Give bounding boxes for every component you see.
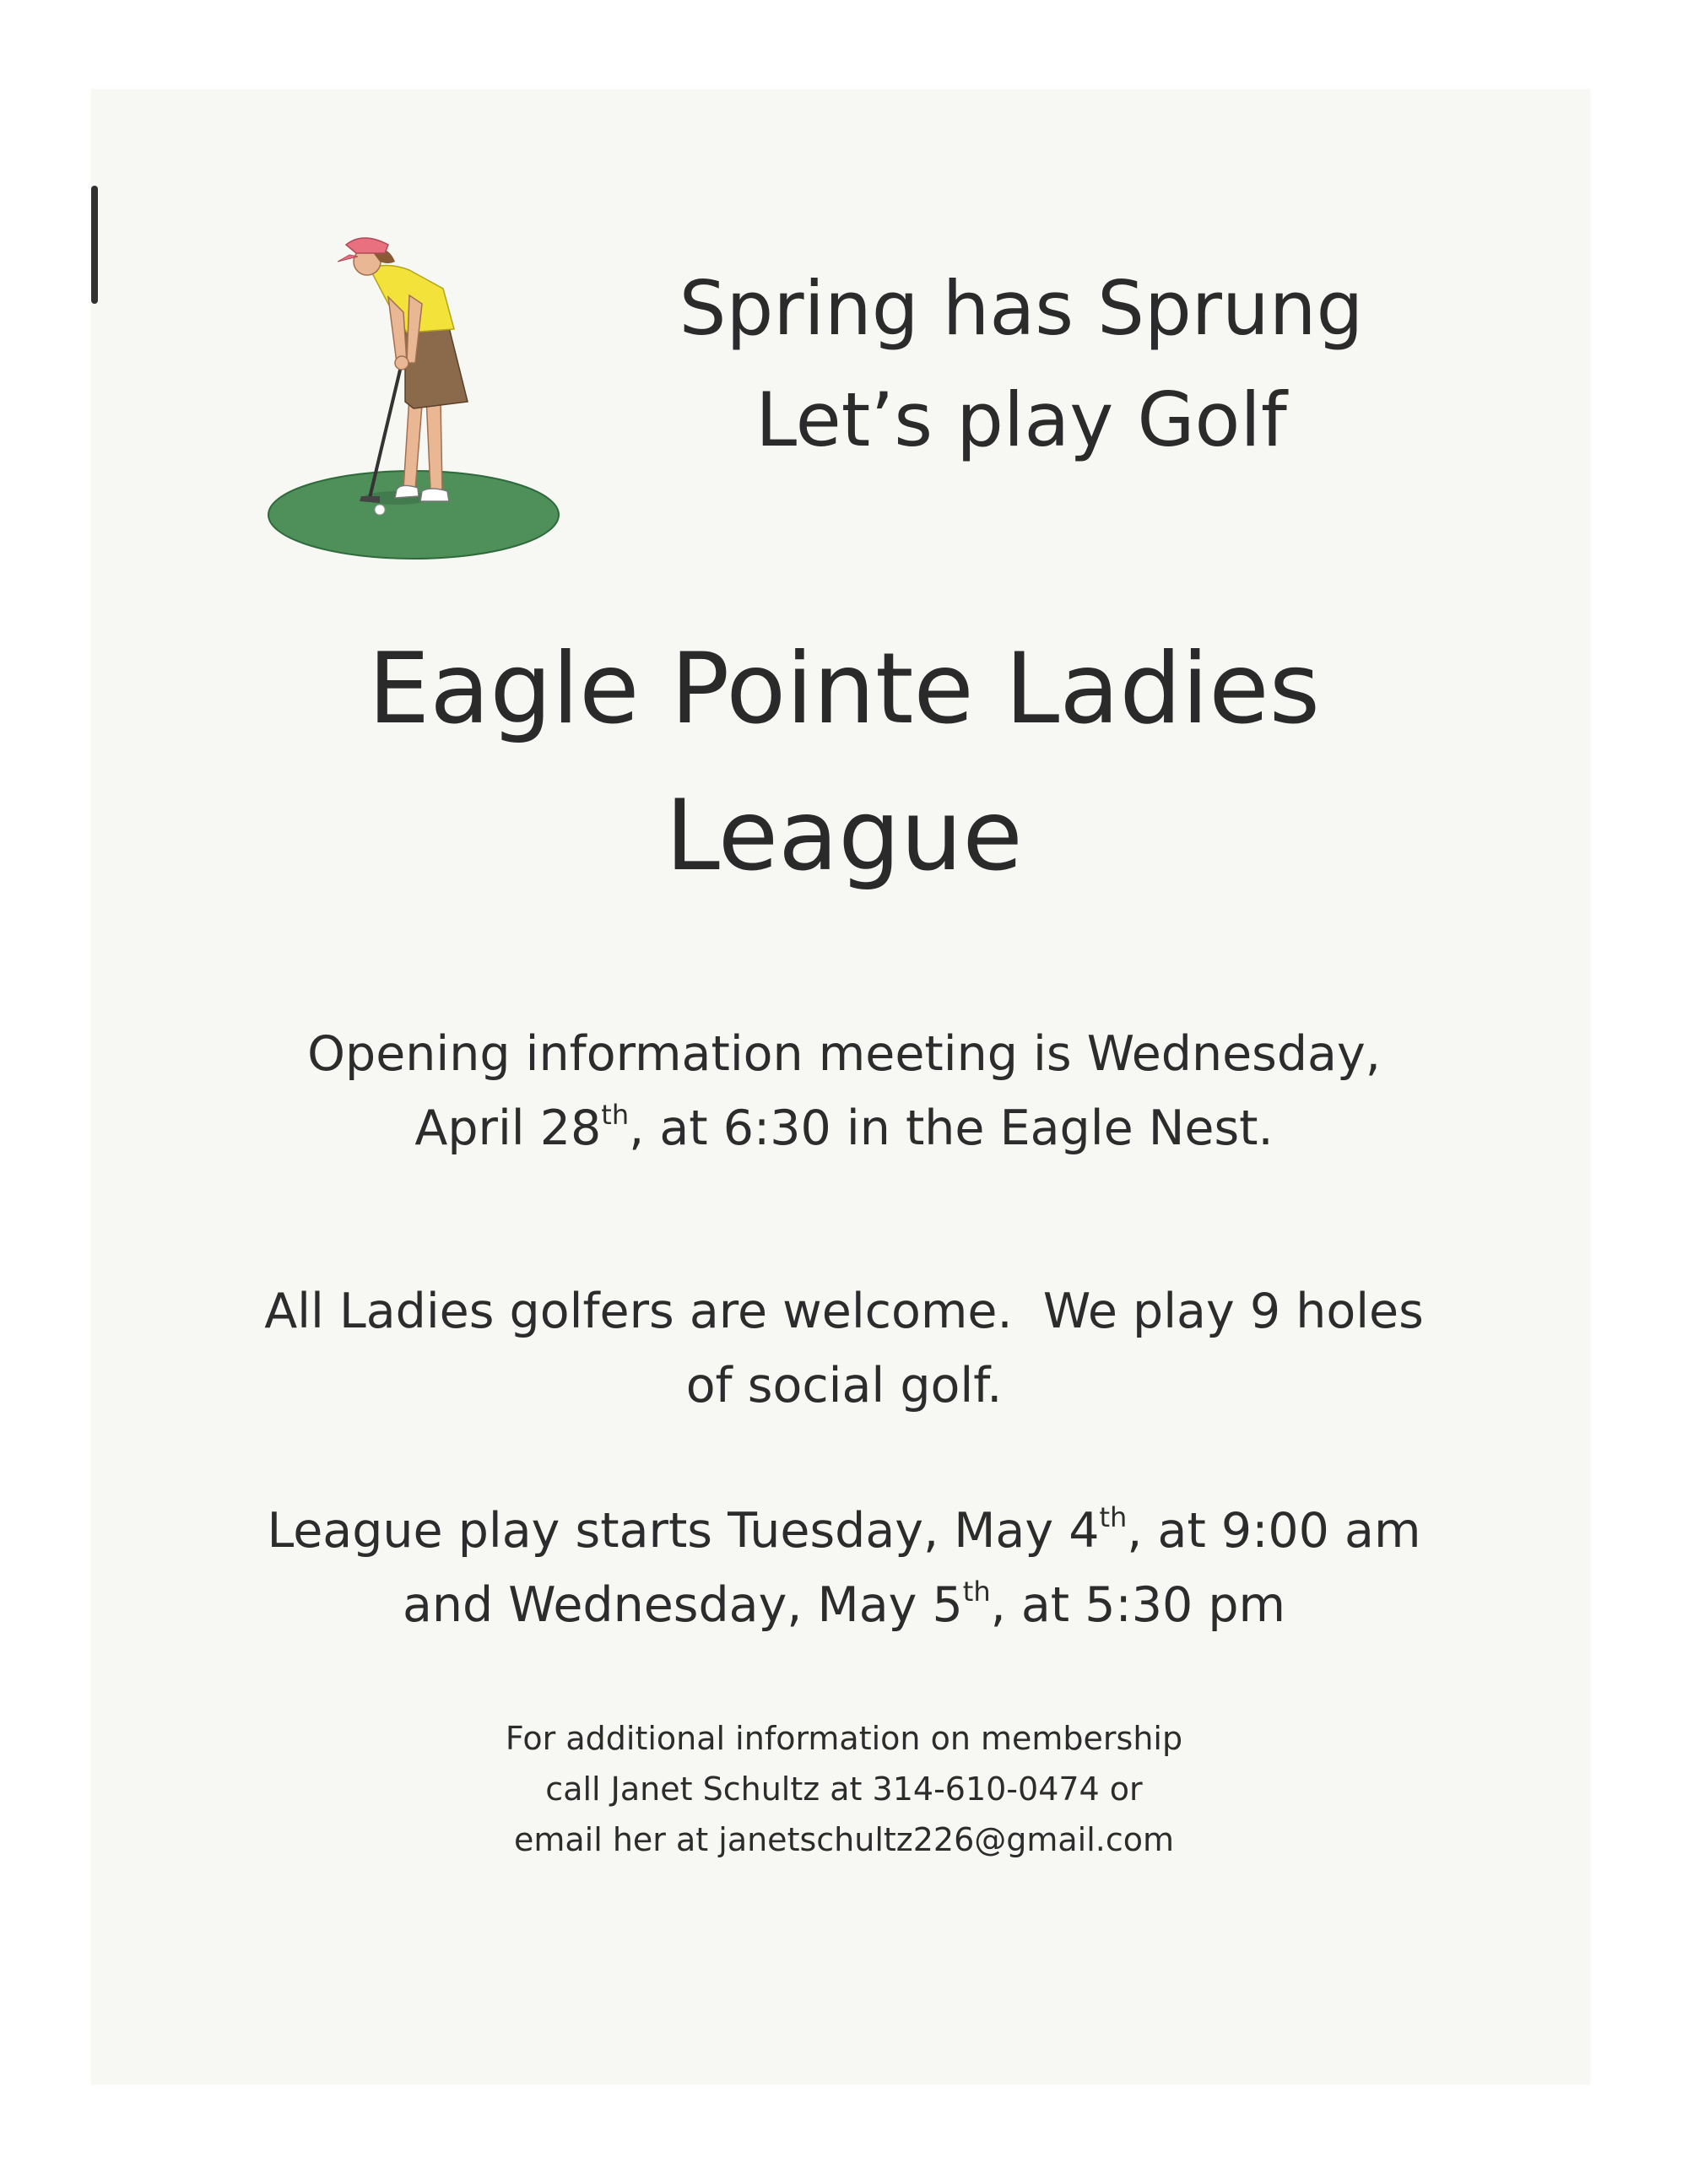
schedule-tuesday: League play starts Tuesday, May 4 bbox=[267, 1503, 1100, 1559]
contact-line-1: For additional information on membership bbox=[505, 1720, 1183, 1757]
schedule-tuesday-suffix: th bbox=[1099, 1501, 1128, 1533]
welcome-paragraph bbox=[135, 1274, 1553, 1423]
schedule-line-2 bbox=[135, 1568, 1553, 1642]
welcome-line-2: of social golf. bbox=[685, 1358, 1003, 1414]
paper-edge-shadow bbox=[91, 186, 98, 304]
meeting-paragraph bbox=[135, 1017, 1553, 1165]
schedule-paragraph bbox=[135, 1494, 1553, 1642]
schedule-wednesday: and Wednesday, May 5 bbox=[402, 1577, 963, 1633]
meeting-date: April 28 bbox=[414, 1100, 602, 1156]
meeting-date-suffix: th bbox=[601, 1099, 630, 1131]
schedule-tuesday-time: , at 9:00 am bbox=[1127, 1503, 1421, 1559]
schedule-wednesday-suffix: th bbox=[962, 1576, 991, 1608]
golfer-illustration bbox=[262, 236, 565, 574]
title-line-1: Eagle Pointe Ladies bbox=[367, 632, 1321, 746]
title-line-2: League bbox=[665, 779, 1023, 893]
header-line-1: Spring has Sprung bbox=[679, 265, 1364, 352]
page-title bbox=[169, 616, 1519, 910]
schedule-wednesday-time: , at 5:30 pm bbox=[990, 1577, 1286, 1633]
header-line-2: Let’s play Golf bbox=[755, 376, 1287, 463]
schedule-line-1 bbox=[135, 1494, 1553, 1568]
contact-line-3: email her at janetschultz226@gmail.com bbox=[513, 1821, 1175, 1858]
meeting-line-2 bbox=[135, 1091, 1553, 1165]
meeting-line-1: Opening information meeting is Wednesday, bbox=[307, 1026, 1381, 1082]
welcome-line-1: All Ladies golfers are welcome. We play 9 holes bbox=[264, 1284, 1424, 1339]
contact-line-2: call Janet Schultz at 314-610-0474 or bbox=[545, 1770, 1143, 1808]
contact-block bbox=[253, 1713, 1435, 1865]
header-block bbox=[608, 253, 1435, 476]
meeting-details: , at 6:30 in the Eagle Nest. bbox=[629, 1100, 1274, 1156]
